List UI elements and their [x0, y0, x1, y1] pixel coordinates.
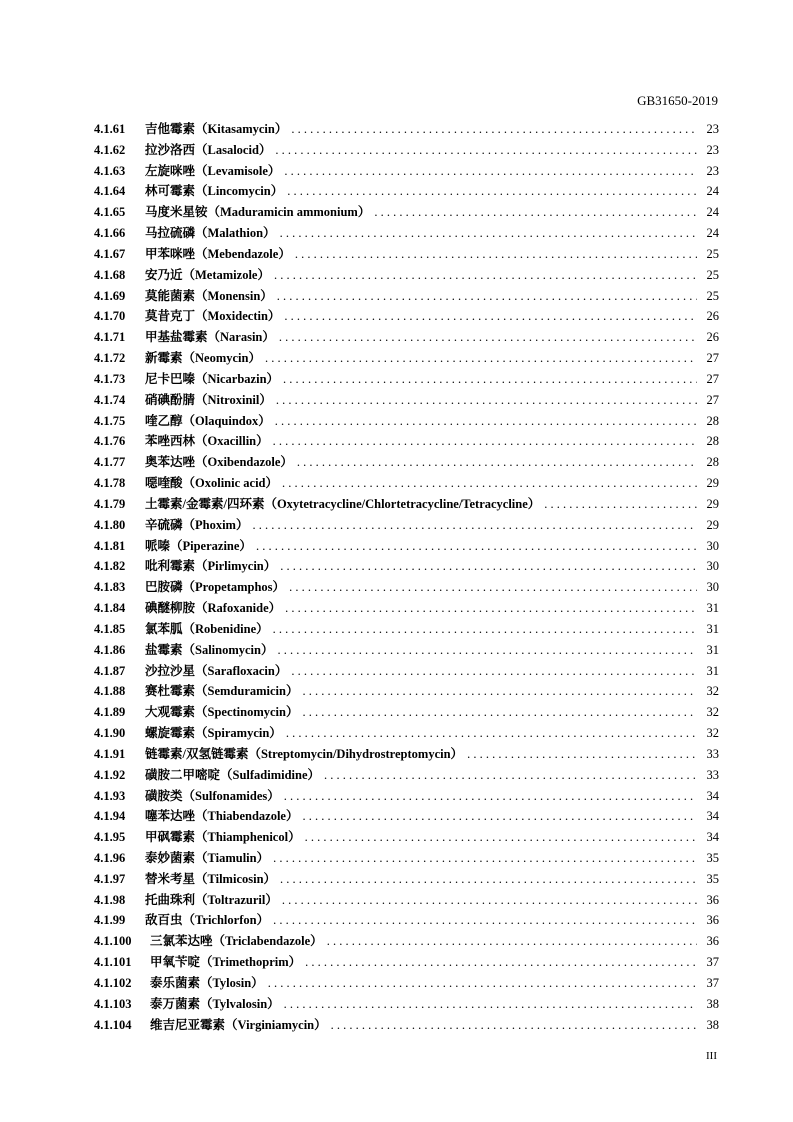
entry-title: 莫昔克丁（Moxidectin） [145, 309, 281, 324]
toc-entry[interactable] [94, 931, 719, 952]
dot-leader [280, 559, 697, 574]
entry-title: 泰妙菌素（Tiamulin） [145, 850, 270, 865]
toc-entry[interactable] [94, 515, 719, 536]
dot-leader [280, 226, 697, 241]
toc-entry[interactable] [94, 181, 719, 202]
toc-entry[interactable] [94, 723, 719, 744]
entry-title: 甲苯咪唑（Mebendazole） [145, 246, 291, 261]
entry-page: 26 [706, 330, 719, 345]
entry-title: 马拉硫磷（Malathion） [145, 226, 276, 241]
entry-title: 左旋咪唑（Levamisole） [145, 163, 281, 178]
entry-title: 新霉素（Neomycin） [145, 351, 261, 366]
section-number: 4.1.75 [94, 413, 126, 428]
toc-entry[interactable] [94, 973, 719, 994]
dot-leader [297, 455, 697, 470]
dot-leader [289, 580, 697, 595]
dot-leader [277, 289, 697, 304]
entry-page: 32 [706, 705, 719, 720]
entry-page: 23 [706, 142, 719, 157]
toc-entry[interactable] [94, 244, 719, 265]
toc-entry[interactable] [94, 348, 719, 369]
entry-title: 辛硫磷（Phoxim） [145, 517, 249, 532]
dot-leader [280, 872, 697, 887]
entry-title: 磺胺类（Sulfonamides） [145, 788, 280, 803]
toc-entry[interactable] [94, 577, 719, 598]
section-number: 4.1.97 [94, 871, 126, 886]
toc-entry[interactable] [94, 202, 719, 223]
section-number: 4.1.62 [94, 142, 126, 157]
dot-leader [374, 205, 697, 220]
entry-title: 马度米星铵（Maduramicin ammonium） [145, 205, 371, 220]
entry-page: 28 [706, 455, 719, 470]
toc-entry[interactable] [94, 452, 719, 473]
entry-title: 喹乙醇（Olaquindox） [145, 413, 271, 428]
entry-page: 34 [706, 788, 719, 803]
entry-title: 泰万菌素（Tylvalosin） [150, 996, 280, 1011]
toc-entry[interactable] [94, 286, 719, 307]
entry-title: 甲砜霉素（Thiamphenicol） [145, 830, 301, 845]
dot-leader [282, 476, 697, 491]
entry-page: 24 [706, 184, 719, 199]
section-number: 4.1.79 [94, 496, 126, 511]
entry-page: 35 [706, 871, 719, 886]
section-number: 4.1.96 [94, 850, 126, 865]
entry-page: 36 [706, 934, 719, 949]
section-number: 4.1.80 [94, 517, 126, 532]
entry-title: 螺旋霉素（Spiramycin） [145, 726, 282, 741]
dot-leader [273, 434, 697, 449]
section-number: 4.1.73 [94, 371, 126, 386]
entry-title: 盐霉素（Salinomycin） [145, 642, 274, 657]
entry-page: 33 [706, 746, 719, 761]
toc-entry[interactable] [94, 431, 719, 452]
toc-entry[interactable] [94, 536, 719, 557]
toc-entry[interactable] [94, 786, 719, 807]
entry-title: 替米考星（Tilmicosin） [145, 871, 277, 886]
entry-title: 安乃近（Metamizole） [145, 267, 270, 282]
dot-leader [276, 393, 697, 408]
toc-entry[interactable] [94, 140, 719, 161]
toc-entry[interactable] [94, 327, 719, 348]
entry-title: 甲氧苄啶（Trimethoprim） [150, 955, 302, 970]
toc-entry[interactable] [94, 765, 719, 786]
entry-page: 36 [706, 913, 719, 928]
entry-title: 维吉尼亚霉素（Virginiamycin） [150, 1017, 327, 1032]
entry-page: 30 [706, 559, 719, 574]
section-number: 4.1.68 [94, 267, 126, 282]
entry-page: 37 [706, 975, 719, 990]
dot-leader [265, 351, 697, 366]
entry-page: 31 [706, 663, 719, 678]
section-number: 4.1.70 [94, 309, 126, 324]
dot-leader [324, 768, 697, 783]
entry-title: 赛杜霉素（Semduramicin） [145, 684, 299, 699]
entry-page: 36 [706, 892, 719, 907]
section-number: 4.1.65 [94, 205, 126, 220]
dot-leader [295, 247, 697, 262]
entry-page: 32 [706, 726, 719, 741]
toc-entry[interactable] [94, 265, 719, 286]
standard-code-header: GB31650-2019 [637, 93, 718, 108]
section-number: 4.1.93 [94, 788, 126, 803]
entry-title: 哌嗪（Piperazine） [145, 538, 252, 553]
entry-title: 磺胺二甲嘧啶（Sulfadimidine） [145, 767, 321, 782]
entry-title: 尼卡巴嗪（Nicarbazin） [145, 371, 280, 386]
toc-entry[interactable] [94, 890, 719, 911]
section-number: 4.1.67 [94, 246, 126, 261]
entry-page: 31 [706, 642, 719, 657]
section-number: 4.1.74 [94, 392, 126, 407]
dot-leader [302, 705, 697, 720]
entry-title: 苯唑西林（Oxacillin） [145, 434, 269, 449]
entry-page: 34 [706, 830, 719, 845]
dot-leader [305, 955, 697, 970]
dot-leader [283, 372, 697, 387]
section-number: 4.1.86 [94, 642, 126, 657]
toc-entry[interactable] [94, 119, 719, 140]
entry-page: 34 [706, 809, 719, 824]
dot-leader [268, 976, 697, 991]
section-number: 4.1.81 [94, 538, 126, 553]
entry-page: 27 [706, 392, 719, 407]
entry-page: 27 [706, 371, 719, 386]
dot-leader [305, 830, 697, 845]
dot-leader [279, 330, 697, 345]
entry-title: 莫能菌素（Monensin） [145, 288, 273, 303]
entry-page: 28 [706, 413, 719, 428]
entry-page: 29 [706, 496, 719, 511]
entry-title: 泰乐菌素（Tylosin） [150, 975, 264, 990]
toc-entry[interactable] [94, 306, 719, 327]
section-number: 4.1.95 [94, 830, 126, 845]
section-number: 4.1.87 [94, 663, 126, 678]
entry-title: 林可霉素（Lincomycin） [145, 184, 284, 199]
toc-entry[interactable] [94, 681, 719, 702]
entry-page: 30 [706, 538, 719, 553]
entry-page: 25 [706, 267, 719, 282]
dot-leader [284, 997, 697, 1012]
dot-leader [327, 934, 697, 949]
toc-entry[interactable] [94, 161, 719, 182]
entry-title: 氯苯胍（Robenidine） [145, 621, 269, 636]
toc-entry[interactable] [94, 473, 719, 494]
section-number: 4.1.83 [94, 580, 126, 595]
entry-title: 链霉素/双氢链霉素（Streptomycin/Dihydrostreptomycin） [145, 746, 464, 761]
entry-page: 29 [706, 476, 719, 491]
dot-leader [252, 518, 697, 533]
entry-page: 31 [706, 601, 719, 616]
entry-page: 24 [706, 205, 719, 220]
dot-leader [287, 184, 697, 199]
dot-leader [273, 851, 697, 866]
entry-title: 吡利霉素（Pirlimycin） [145, 559, 277, 574]
section-number: 4.1.78 [94, 476, 126, 491]
section-number: 4.1.88 [94, 684, 126, 699]
section-number: 4.1.71 [94, 330, 126, 345]
dot-leader [291, 664, 697, 679]
toc-entry[interactable] [94, 702, 719, 723]
dot-leader [467, 747, 697, 762]
entry-title: 硝碘酚腈（Nitroxinil） [145, 392, 272, 407]
entry-title: 巴胺磷（Propetamphos） [145, 580, 286, 595]
entry-page: 24 [706, 226, 719, 241]
dot-leader [286, 726, 697, 741]
entry-title: 甲基盐霉素（Narasin） [145, 330, 275, 345]
page-number-footer: III [706, 1050, 717, 1062]
section-number: 4.1.92 [94, 767, 126, 782]
entry-title: 拉沙洛西（Lasalocid） [145, 142, 272, 157]
section-number: 4.1.102 [94, 975, 132, 990]
entry-title: 吉他霉素（Kitasamycin） [145, 122, 288, 136]
entry-title: 噻苯达唑（Thiabendazole） [145, 809, 299, 824]
section-number: 4.1.76 [94, 434, 126, 449]
entry-title: 奥苯达唑（Oxibendazole） [145, 455, 293, 470]
section-number: 4.1.91 [94, 746, 126, 761]
section-number: 4.1.69 [94, 288, 126, 303]
section-number: 4.1.101 [94, 955, 132, 970]
entry-page: 29 [706, 517, 719, 532]
entry-page: 25 [706, 246, 719, 261]
toc-entry[interactable] [94, 806, 719, 827]
dot-leader [302, 684, 697, 699]
entry-page: 31 [706, 621, 719, 636]
toc-entry[interactable] [94, 994, 719, 1015]
entry-page: 25 [706, 288, 719, 303]
entry-page: 26 [706, 309, 719, 324]
section-number: 4.1.72 [94, 351, 126, 366]
section-number: 4.1.94 [94, 809, 126, 824]
section-number: 4.1.98 [94, 892, 126, 907]
entry-page: 23 [706, 163, 719, 178]
dot-leader [284, 789, 697, 804]
entry-page: 37 [706, 955, 719, 970]
dot-leader [278, 643, 698, 658]
dot-leader [273, 622, 697, 637]
entry-title: 碘醚柳胺（Rafoxanide） [145, 601, 282, 616]
dot-leader [256, 539, 697, 554]
toc-entry[interactable] [94, 619, 719, 640]
section-number: 4.1.66 [94, 226, 126, 241]
section-number: 4.1.85 [94, 621, 126, 636]
dot-leader [275, 414, 697, 429]
toc-entry[interactable] [94, 952, 719, 973]
section-number: 4.1.99 [94, 913, 126, 928]
toc-entry[interactable] [94, 744, 719, 765]
entry-title: 托曲珠利（Toltrazuril） [145, 892, 278, 907]
entry-title: 沙拉沙星（Sarafloxacin） [145, 663, 288, 678]
toc-entry[interactable] [94, 661, 719, 682]
dot-leader [291, 122, 697, 137]
dot-leader [275, 143, 697, 158]
dot-leader [544, 497, 697, 512]
toc-entry[interactable] [94, 390, 719, 411]
entry-page: 30 [706, 580, 719, 595]
dot-leader [303, 809, 698, 824]
section-number: 4.1.84 [94, 601, 126, 616]
entry-title: 大观霉素（Spectinomycin） [145, 705, 299, 720]
dot-leader [284, 164, 697, 179]
entry-page: 38 [706, 996, 719, 1011]
toc-entry[interactable] [94, 827, 719, 848]
toc-entry[interactable] [94, 223, 719, 244]
dot-leader [273, 913, 697, 928]
entry-page: 28 [706, 434, 719, 449]
section-number: 4.1.89 [94, 705, 126, 720]
dot-leader [285, 601, 697, 616]
dot-leader [282, 893, 697, 908]
toc-entry[interactable] [94, 598, 719, 619]
section-number: 4.1.61 [94, 122, 126, 136]
entry-page: 33 [706, 767, 719, 782]
toc-entry[interactable] [94, 369, 719, 390]
toc-entry[interactable] [94, 869, 719, 890]
entry-page: 35 [706, 850, 719, 865]
toc-entry[interactable] [94, 910, 719, 931]
entry-title: 敌百虫（Trichlorfon） [145, 913, 270, 928]
dot-leader [284, 309, 697, 324]
section-number: 4.1.104 [94, 1017, 132, 1032]
section-number: 4.1.100 [94, 934, 132, 949]
toc-entry[interactable] [94, 494, 719, 515]
toc-entry[interactable] [94, 1015, 719, 1036]
entry-title: 三氯苯达唑（Triclabendazole） [150, 934, 323, 949]
toc-entry[interactable] [94, 411, 719, 432]
table-of-contents [94, 119, 719, 1035]
entry-page: 38 [706, 1017, 719, 1032]
section-number: 4.1.63 [94, 163, 126, 178]
section-number: 4.1.90 [94, 726, 126, 741]
toc-entry[interactable] [94, 556, 719, 577]
section-number: 4.1.64 [94, 184, 126, 199]
toc-entry[interactable] [94, 640, 719, 661]
section-number: 4.1.82 [94, 559, 126, 574]
toc-entry[interactable] [94, 848, 719, 869]
entry-title: 土霉素/金霉素/四环素（Oxytetracycline/Chlortetracycline/Tetracycline） [145, 496, 541, 511]
entry-page: 32 [706, 684, 719, 699]
entry-page: 27 [706, 351, 719, 366]
dot-leader [274, 268, 697, 283]
dot-leader [331, 1018, 697, 1033]
entry-title: 噁喹酸（Oxolinic acid） [145, 476, 278, 491]
section-number: 4.1.77 [94, 455, 126, 470]
section-number: 4.1.103 [94, 996, 132, 1011]
entry-page: 23 [706, 122, 719, 136]
